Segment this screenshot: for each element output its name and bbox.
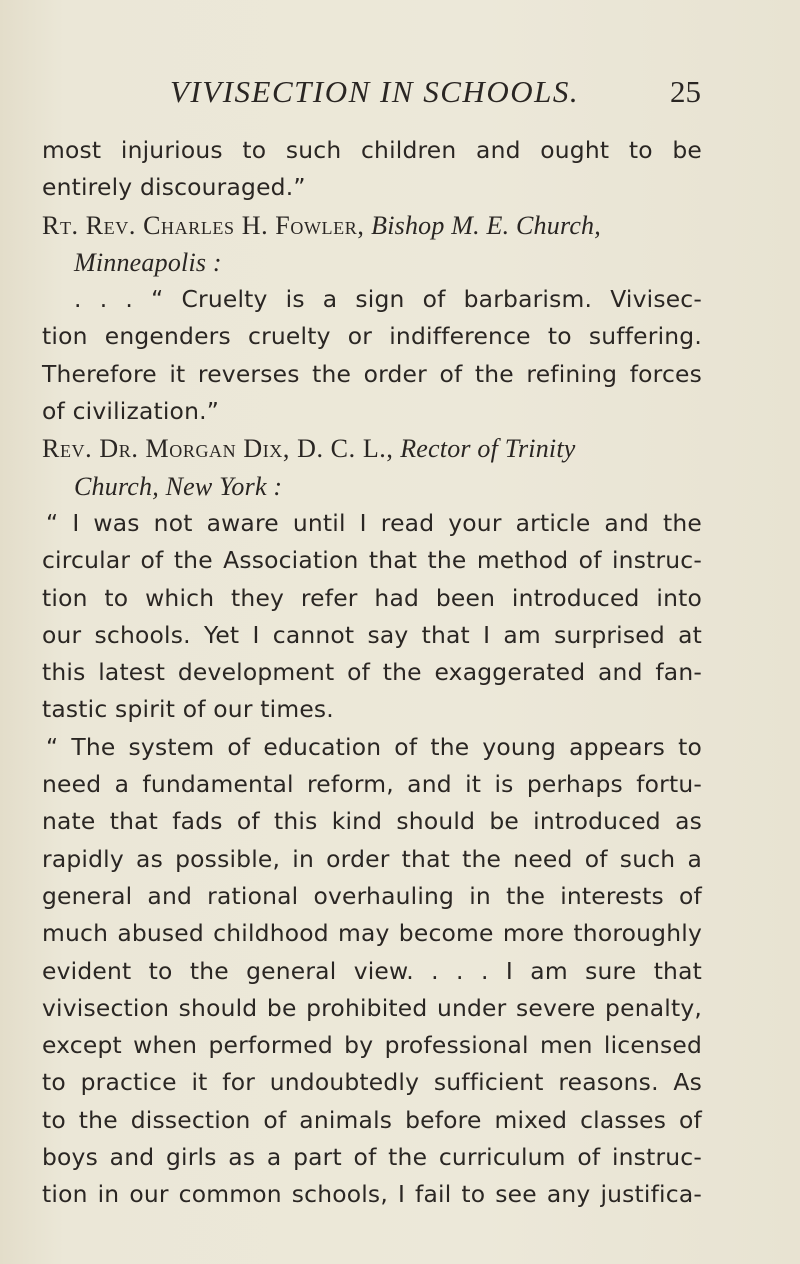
text-line: “ The system of education of the young appears to (46, 732, 702, 761)
attribution-title: Rector of Trinity (400, 434, 576, 464)
attribution-dix-line-1 (42, 430, 702, 467)
attribution-place: Church, New York : (74, 471, 283, 501)
text-line: tion in our common schools, I fail to see any justifica- (42, 1180, 702, 1209)
attribution-place: Minneapolis : (74, 247, 222, 277)
text-line: to practice it for undoubtedly sufficient reasons. As (42, 1068, 702, 1097)
text-line: of civilization.” (42, 397, 220, 426)
text-line: circular of the Association that the method of instruc- (42, 546, 702, 575)
attribution-dix-line-2 (42, 468, 702, 505)
page-number: 25 (670, 74, 701, 109)
text-line: most injurious to such children and ought to be (42, 136, 702, 164)
text-line: nate that fads of this kind should be introduced as (42, 807, 702, 836)
attribution-name: Rev. Dr. Morgan Dix, D. C. L., (42, 434, 394, 464)
text-line: to the dissection of animals before mixed classes of (42, 1105, 702, 1134)
text-line: except when performed by professional men licensed (42, 1031, 702, 1060)
text-line: “ I was not aware until I read your article and the (46, 508, 702, 537)
text-line: this latest development of the exaggerated and fan- (42, 658, 702, 687)
text-line: entirely discouraged.” (42, 173, 306, 202)
body-text (42, 132, 702, 1214)
text-line: tion to which they refer had been introduced into (42, 583, 702, 612)
text-line: . . . “ Cruelty is a sign of barbarism. Vivisec- (74, 285, 702, 314)
running-title: VIVISECTION IN SCHOOLS. (170, 74, 580, 109)
text-line: much abused childhood may become more thoroughly (42, 919, 702, 948)
text-line: our schools. Yet I cannot say that I am surprised at (42, 620, 702, 649)
text-line: need a fundamental reform, and it is perhaps fortu- (42, 770, 702, 799)
attribution-fowler-line-2 (42, 244, 702, 281)
text-line: tastic spirit of our times. (42, 695, 334, 724)
text-line: general and rational overhauling in the interests of (42, 881, 702, 910)
text-line: tion engenders cruelty or indifference to suffering. (42, 322, 702, 351)
attribution-fowler-line-1 (42, 207, 702, 244)
text-line: Therefore it reverses the order of the refining forces (42, 359, 702, 388)
text-line: evident to the general view. . . . I am sure that (42, 956, 702, 985)
text-line: vivisection should be prohibited under severe penalty, (42, 993, 702, 1022)
attribution-title: Bishop M. E. Church, (371, 210, 601, 240)
attribution-name: Rt. Rev. Charles H. Fowler, (42, 210, 365, 240)
page-header (0, 74, 800, 114)
text-line: rapidly as possible, in order that the need of such a (42, 844, 702, 873)
text-line: boys and girls as a part of the curriculum of instruc- (42, 1143, 702, 1172)
